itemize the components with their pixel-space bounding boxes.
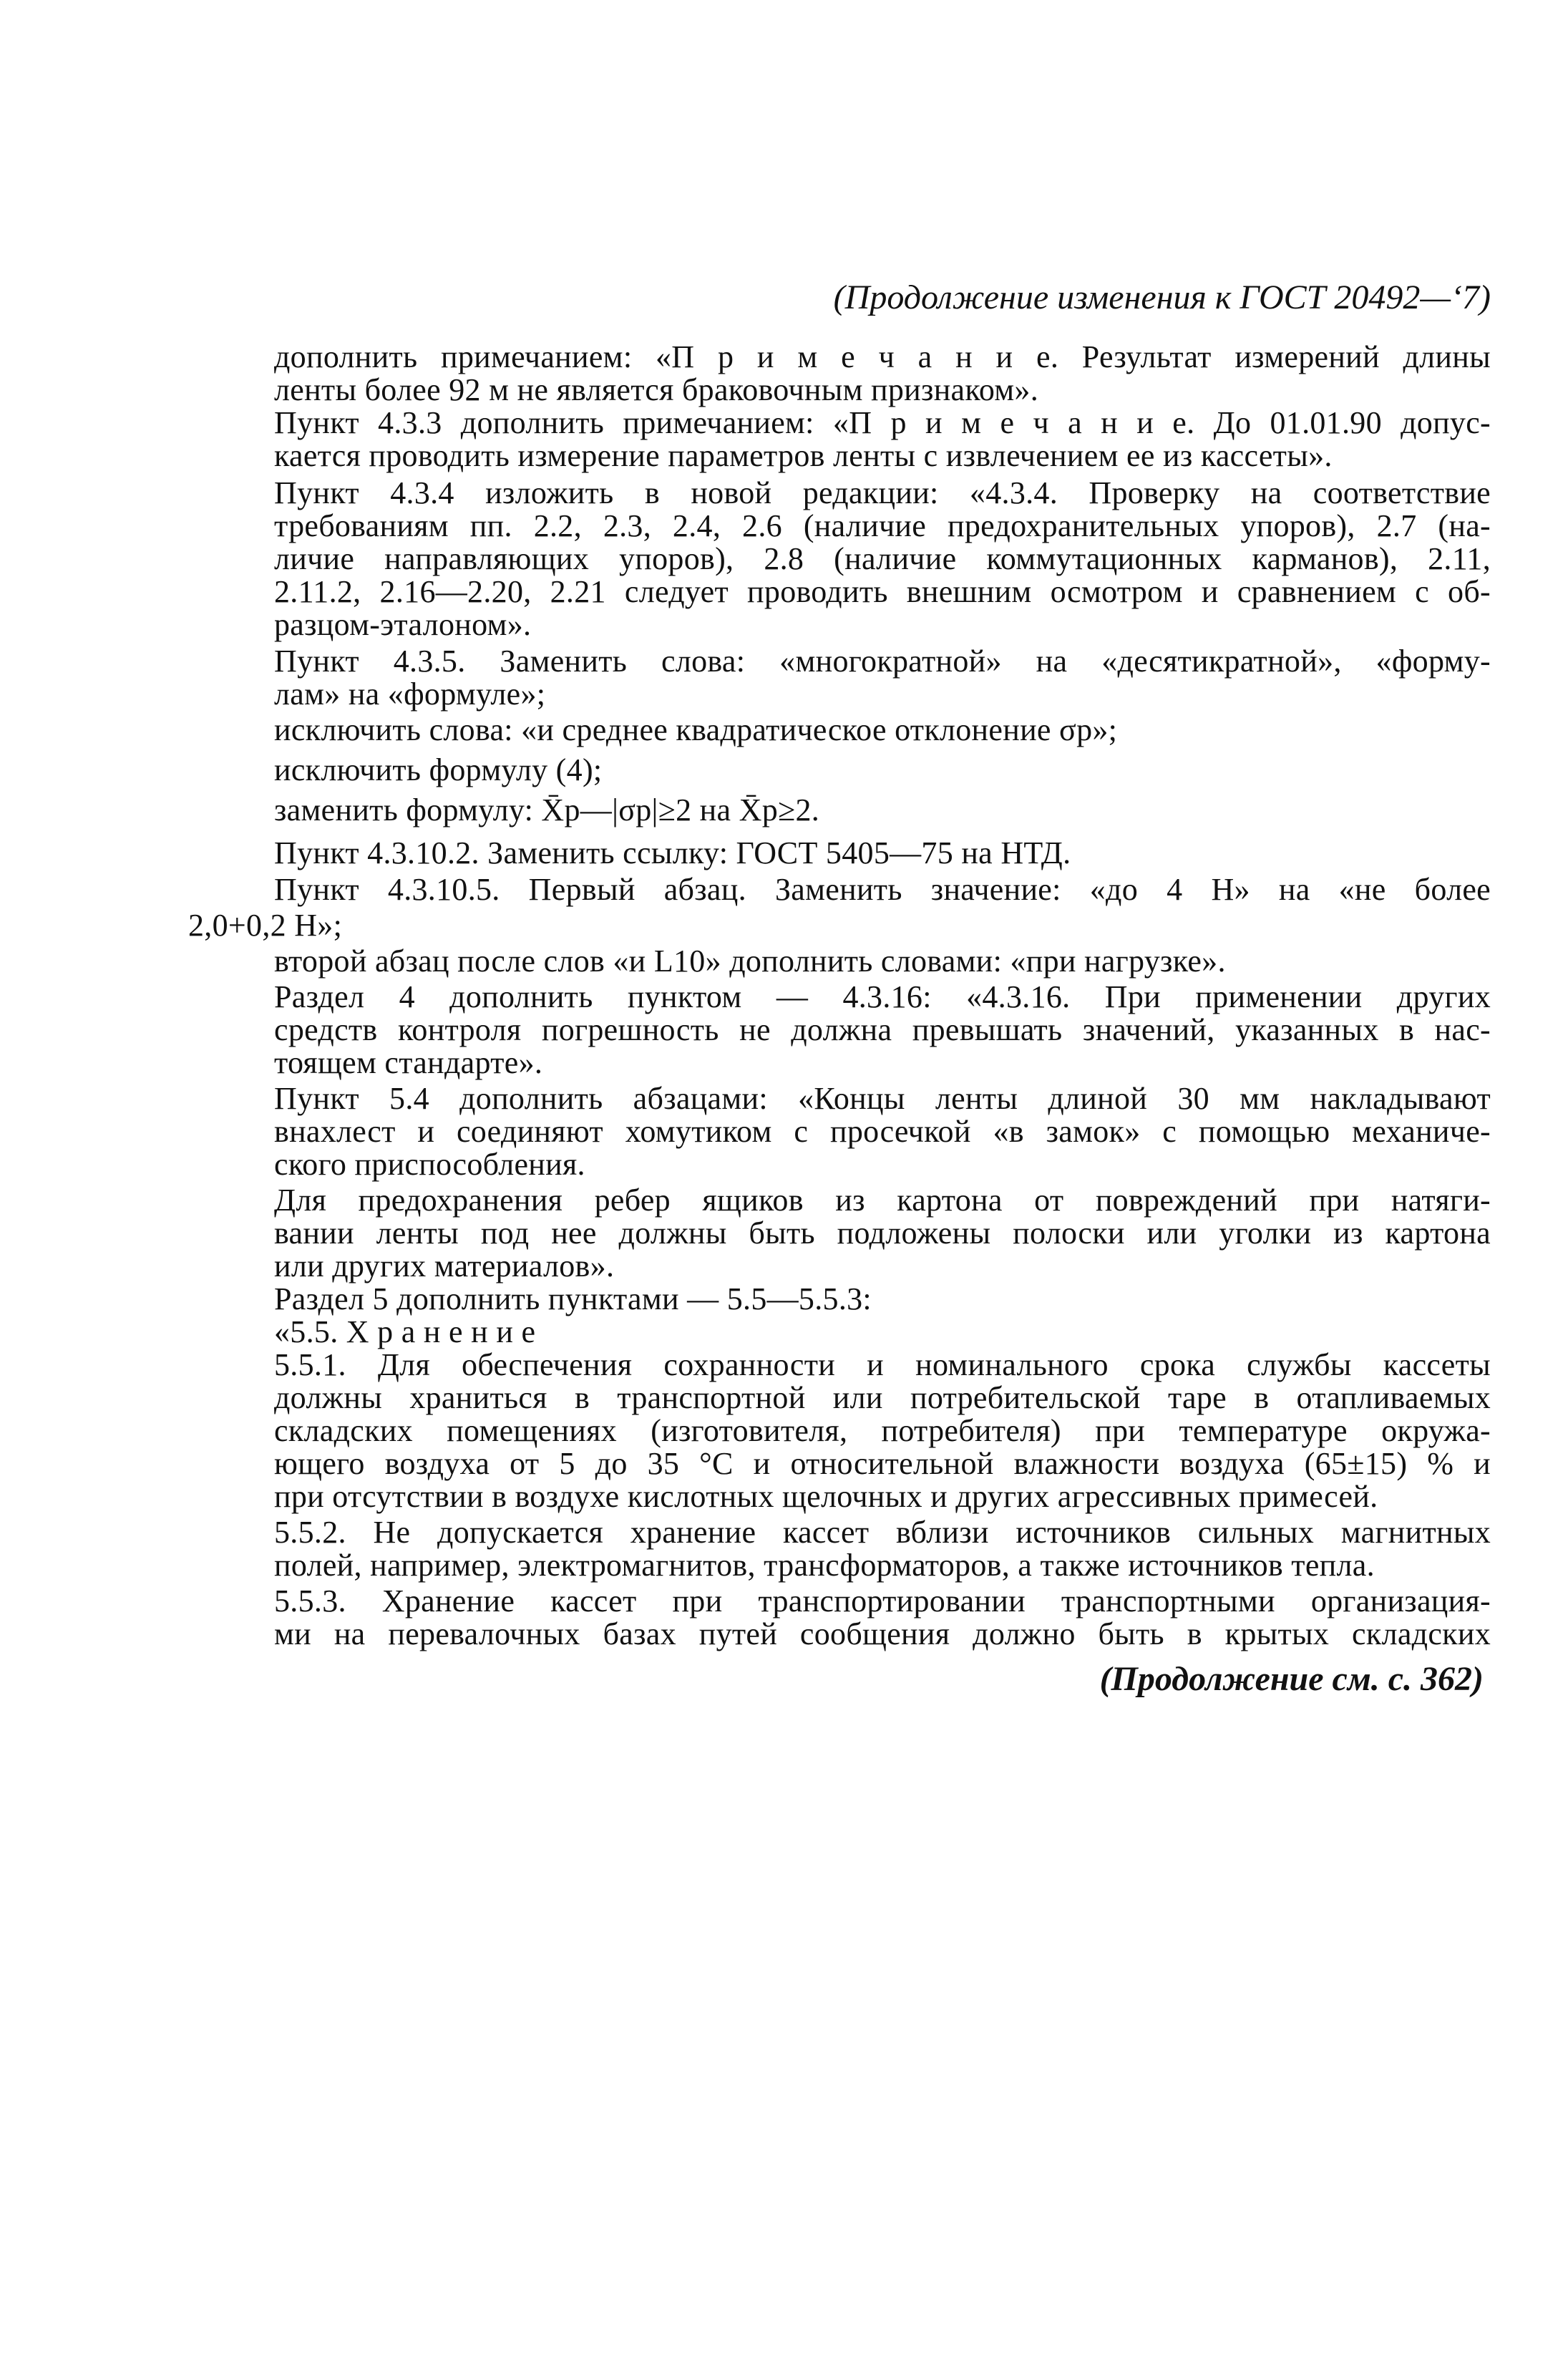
continuation-header: (Продолжение изменения к ГОСТ 20492—‘7) bbox=[833, 278, 1491, 316]
text-line: Раздел 5 дополнить пунктами — 5.5—5.5.3: bbox=[274, 1281, 872, 1316]
text-line: внахлест и соединяют хомутиком с просечкой «в замок» с помощью механиче- bbox=[274, 1115, 1491, 1149]
text-line: Пункт 4.3.5. Заменить слова: «многократной» на «десятикратной», «форму- bbox=[274, 644, 1491, 679]
text-line: второй абзац после слов «и L10» дополнить словами: «при нагрузке». bbox=[274, 943, 1226, 979]
text-line: или других материалов». bbox=[274, 1248, 615, 1283]
text-line: лам» на «формуле»; bbox=[274, 676, 546, 712]
text-line: средств контроля погрешность не должна превышать значений, указанных в нас- bbox=[274, 1013, 1491, 1047]
text-line: полей, например, электромагнитов, трансформаторов, а также источников тепла. bbox=[274, 1548, 1375, 1583]
continuation-footer: (Продолжение см. с. 362) bbox=[1099, 1660, 1484, 1698]
text-line: Пункт 4.3.3 дополнить примечанием: «П р и м е ч а н и е. До 01.01.90 допус- bbox=[274, 406, 1491, 440]
text-line: Пункт 4.3.10.2. Заменить ссылку: ГОСТ 5405—75 на НТД. bbox=[274, 835, 1071, 870]
text-line: должны храниться в транспортной или потребительской таре в отапливаемых bbox=[274, 1381, 1491, 1415]
text-line: кается проводить измерение параметров ленты с извлечением ее из кассеты». bbox=[274, 438, 1333, 473]
text-line: 5.5.3. Хранение кассет при транспортировании транспортными организация- bbox=[274, 1584, 1491, 1619]
text-line: Пункт 5.4 дополнить абзацами: «Концы ленты длиной 30 мм накладывают bbox=[274, 1082, 1491, 1116]
text-line: ленты более 92 м не является браковочным признаком». bbox=[274, 372, 1039, 407]
text-line: разцом-эталоном». bbox=[274, 607, 532, 642]
text-line: при отсутствии в воздухе кислотных щелочных и других агрессивных примесей. bbox=[274, 1479, 1378, 1514]
text-line: складских помещениях (изготовителя, потребителя) при температуре окружа- bbox=[274, 1414, 1491, 1448]
text-line: заменить формулу: X̄p—|σp|≥2 на X̄p≥2. bbox=[274, 792, 820, 828]
text-line: Пункт 4.3.10.5. Первый абзац. Заменить значение: «до 4 Н» на «не более bbox=[274, 873, 1491, 907]
text-line: Для предохранения ребер ящиков из картона от повреждений при натяги- bbox=[274, 1183, 1491, 1218]
text-line: ского приспособления. bbox=[274, 1147, 585, 1182]
text-line: 2.11.2, 2.16—2.20, 2.21 следует проводить внешним осмотром и сравнением с об- bbox=[274, 575, 1491, 609]
text-line: 2,0+0,2 Н»; bbox=[188, 908, 343, 943]
text-line: дополнить примечанием: «П р и м е ч а н и е. Результат измерений длины bbox=[274, 340, 1491, 374]
text-line: требованиям пп. 2.2, 2.3, 2.4, 2.6 (наличие предохранительных упоров), 2.7 (на- bbox=[274, 509, 1491, 543]
text-line: личие направляющих упоров), 2.8 (наличие коммутационных карманов), 2.11, bbox=[274, 542, 1491, 576]
text-line: Раздел 4 дополнить пунктом — 4.3.16: «4.3.16. При применении других bbox=[274, 980, 1491, 1014]
text-line: ми на перевалочных базах путей сообщения должно быть в крытых складских bbox=[274, 1617, 1491, 1651]
text-line: 5.5.2. Не допускается хранение кассет вблизи источников сильных магнитных bbox=[274, 1515, 1491, 1550]
text-line: ющего воздуха от 5 до 35 °С и относительной влажности воздуха (65±15) % и bbox=[274, 1447, 1491, 1481]
text-line: тоящем стандарте». bbox=[274, 1045, 543, 1080]
text-line: Пункт 4.3.4 изложить в новой редакции: «4.3.4. Проверку на соответствие bbox=[274, 476, 1491, 510]
text-line: «5.5. Х р а н е н и е bbox=[274, 1314, 536, 1349]
text-line: исключить слова: «и среднее квадратическое отклонение σp»; bbox=[274, 712, 1118, 747]
text-line: исключить формулу (4); bbox=[274, 752, 603, 787]
text-line: 5.5.1. Для обеспечения сохранности и номинального срока службы кассеты bbox=[274, 1348, 1491, 1382]
text-line: вании ленты под нее должны быть подложены полоски или уголки из картона bbox=[274, 1216, 1491, 1251]
